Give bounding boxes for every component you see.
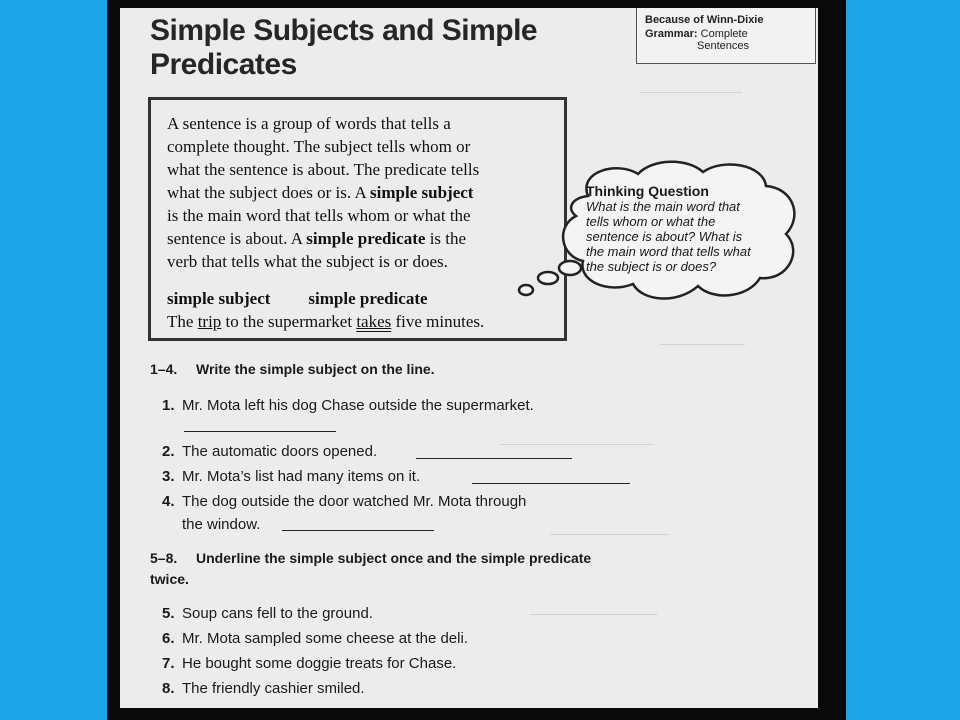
thinking-line: the subject is or does?	[586, 259, 717, 274]
item-text: Mr. Mota left his dog Chase outside the supermarket.	[182, 397, 534, 414]
section-2-heading	[150, 548, 591, 568]
thinking-question	[586, 184, 776, 274]
topic-line-1: Complete	[700, 28, 748, 40]
item-number: 7.	[162, 655, 175, 672]
definition-line-4	[167, 181, 564, 204]
answer-line-1[interactable]	[184, 431, 336, 432]
section-2-range: 5–8.	[150, 550, 178, 566]
label-simple-subject: simple subject	[167, 289, 271, 308]
item-number: 3.	[162, 468, 175, 485]
definition-box	[148, 97, 567, 341]
example-subject: trip	[197, 312, 222, 331]
definition-line-1: A sentence is a group of words that tells a	[167, 114, 451, 133]
term-simple-predicate: simple predicate	[306, 229, 426, 248]
item-text: The friendly cashier smiled.	[182, 680, 365, 697]
item-number: 2.	[162, 443, 175, 460]
definition-line-6	[167, 227, 564, 250]
item-number: 1.	[162, 397, 175, 414]
list-item-8	[162, 677, 365, 701]
definition-line-7: verb that tells what the subject is or does.	[167, 252, 448, 271]
definition-line-3: what the sentence is about. The predicate tells	[167, 160, 480, 179]
section-1-range: 1–4.	[150, 361, 178, 377]
thought-bubble-tail-icon	[514, 270, 564, 300]
thinking-line: What is the main word that	[586, 199, 740, 214]
list-item-7	[162, 652, 456, 676]
definition-line-5: is the main word that tells whom or what the	[167, 206, 471, 225]
list-item-6	[162, 627, 468, 651]
book-info-box	[636, 8, 816, 64]
example-sentence	[167, 310, 564, 333]
book-title: Because of Winn-Dixie	[645, 14, 764, 26]
topic-line-2: Sentences	[697, 40, 749, 52]
answer-line-3[interactable]	[472, 483, 630, 484]
label-simple-predicate: simple predicate	[308, 289, 428, 308]
grammar-topic	[645, 28, 815, 40]
item-text: The dog outside the door watched Mr. Mota through	[182, 493, 527, 510]
worksheet-page: ──────────── ────────── ────────────────── ────────────── ─────────────── Simple Subjects and Simple Predicates Because of Winn-Dixie Grammar: Complete Sentences A sentence is a group of words that tells a complete thought. The subject tells whom or what the sentence is about. The predicate tells what the subject does or is. A simple subject is the main word that tells whom or what the sentence is about. A simple predicate is the verb that tells what the subject is or does. simple subject simple predicate The trip to the supermarket takes five minutes. Thinking Question What is the main word that tells whom or what the sentence is about? What is the main word that tells what the subject is or does? 1–4. Write the simple subject on the line. 1. Mr. Mota left his dog Chase outside the supermarket. 2. The automatic doors opened. 3. Mr. Mota’s list had many items on it. 4. The dog outside the door watched Mr. Mota through the window. 5–8. Underline the simple subject once and the simple predicate twice. 5. Soup cans fell to the ground. 6. Mr. Mota sampled some cheese at the deli. 7. He bought some doggie treats for Chase. 8. The friendly cashier smiled.	[120, 8, 818, 708]
item-number: 5.	[162, 605, 175, 622]
page-title	[150, 14, 537, 82]
title-line-2: Predicates	[150, 48, 297, 81]
answer-line-4[interactable]	[282, 530, 434, 531]
thinking-heading: Thinking Question	[586, 183, 709, 199]
example-labels	[167, 287, 564, 310]
thinking-line: the main word that tells what	[586, 244, 751, 259]
section-1-heading	[150, 359, 435, 379]
item-text: He bought some doggie treats for Chase.	[182, 655, 457, 672]
section-1-instruction: Write the simple subject on the line.	[196, 361, 435, 377]
term-simple-subject: simple subject	[370, 183, 474, 202]
item-text: Mr. Mota’s list had many items on it.	[182, 468, 421, 485]
thinking-line: tells whom or what the	[586, 214, 716, 229]
section-2-instruction-cont: twice.	[150, 571, 189, 587]
example-text: five minutes.	[391, 312, 485, 331]
list-item-3	[162, 465, 420, 489]
section-2-instruction: Underline the simple subject once and the simple predicate	[196, 550, 592, 566]
item-number: 6.	[162, 630, 175, 647]
item-number: 8.	[162, 680, 175, 697]
example-text: The	[167, 312, 198, 331]
definition-text: is the	[425, 229, 467, 248]
grammar-label: Grammar:	[645, 28, 698, 40]
item-number: 4.	[162, 493, 175, 510]
list-item-1	[162, 394, 534, 418]
definition-text: sentence is about. A	[167, 229, 307, 248]
item-text: Mr. Mota sampled some cheese at the deli.	[182, 630, 468, 647]
list-item-4	[162, 490, 526, 514]
definition-text: what the subject does or is. A	[167, 183, 371, 202]
list-item-4-continued: the window.	[182, 516, 261, 533]
example-predicate: takes	[356, 312, 392, 331]
definition-line-2: complete thought. The subject tells whom or	[167, 137, 471, 156]
item-text: Soup cans fell to the ground.	[182, 605, 373, 622]
example-text: to the supermarket	[221, 312, 357, 331]
answer-line-2[interactable]	[416, 458, 572, 459]
list-item-5	[162, 602, 373, 626]
title-line-1: Simple Subjects and Simple	[150, 14, 538, 47]
item-text: The automatic doors opened.	[182, 443, 378, 460]
list-item-2	[162, 440, 377, 464]
thinking-line: sentence is about? What is	[586, 229, 743, 244]
